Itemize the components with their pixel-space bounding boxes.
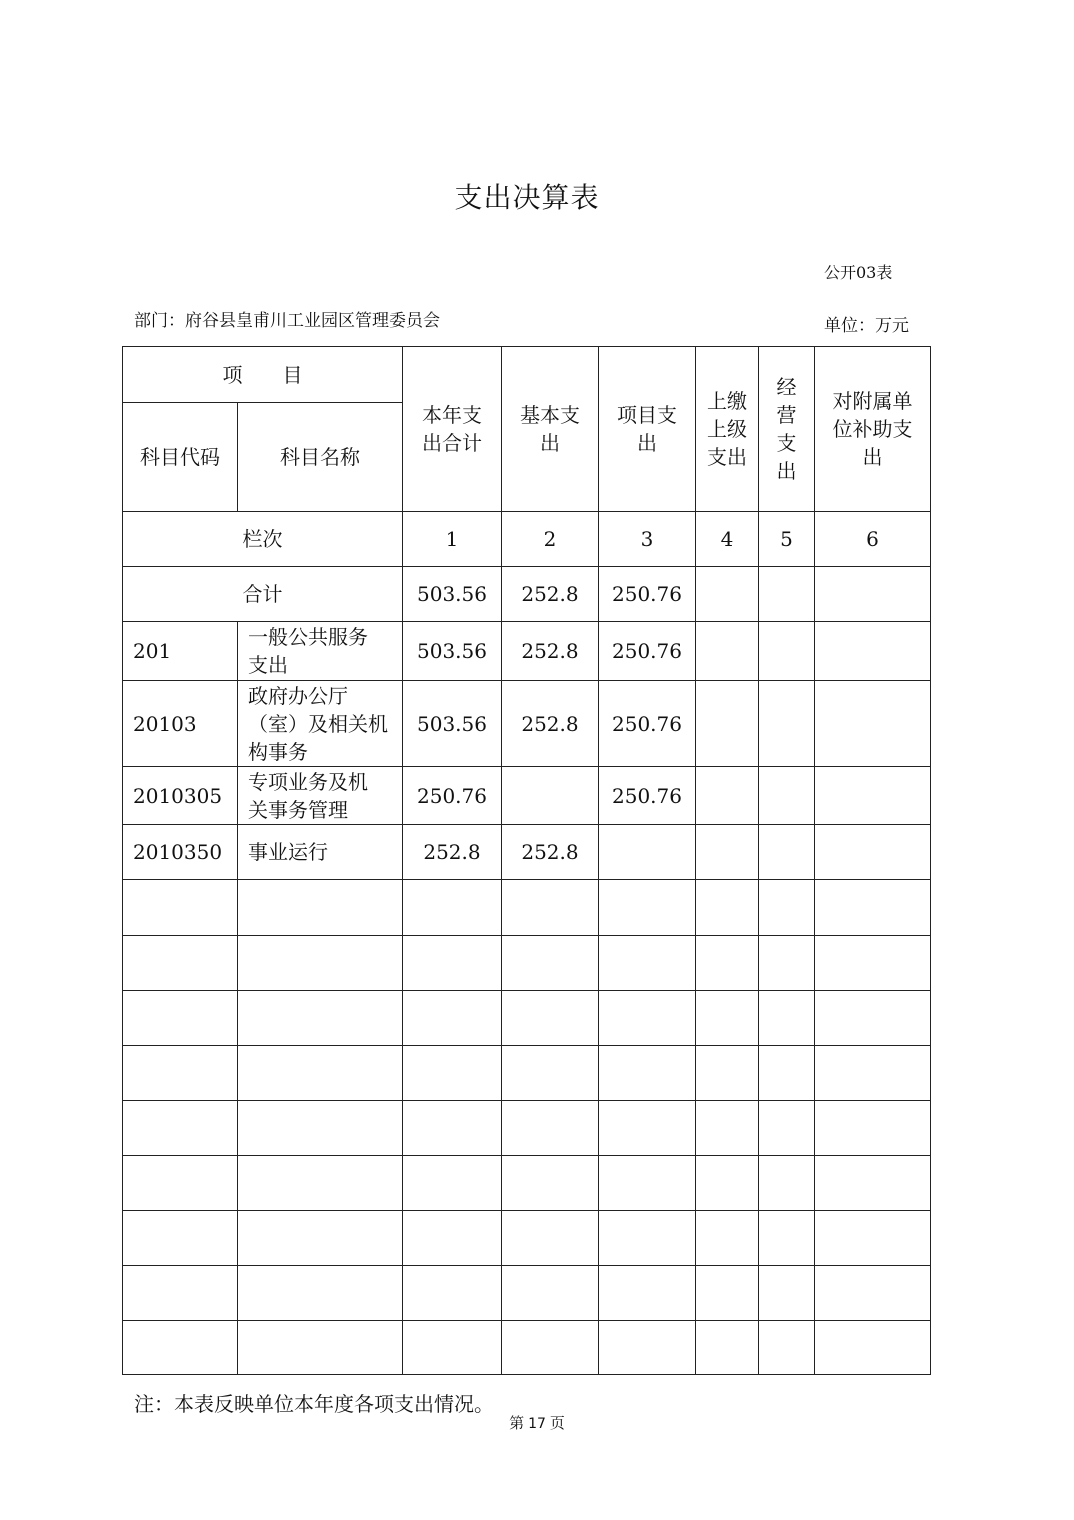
amount-cell xyxy=(696,767,759,825)
subject-name xyxy=(238,1266,403,1321)
amount-cell xyxy=(502,991,599,1046)
amount-cell xyxy=(403,1321,502,1375)
subject-name xyxy=(238,1101,403,1156)
amount-cell xyxy=(759,991,815,1046)
amount-cell xyxy=(696,1266,759,1321)
amount-cell xyxy=(815,767,931,825)
amount-cell xyxy=(403,1046,502,1101)
amount-cell: 250.76 xyxy=(403,767,502,825)
subject-code: 201 xyxy=(123,622,238,681)
subject-code xyxy=(123,1046,238,1101)
amount-cell xyxy=(696,825,759,880)
amount-cell xyxy=(502,936,599,991)
subject-name xyxy=(238,991,403,1046)
amount-cell xyxy=(599,825,696,880)
amount-cell xyxy=(599,936,696,991)
amount-cell xyxy=(759,936,815,991)
amount-cell: 503.56 xyxy=(403,681,502,767)
amount-cell xyxy=(696,1321,759,1375)
subject-code xyxy=(123,1321,238,1375)
header-project: 项目支 出 xyxy=(599,347,696,512)
header-item: 项 目 xyxy=(123,347,403,403)
subject-name xyxy=(238,1211,403,1266)
table-row xyxy=(123,991,931,1046)
header-row-1 xyxy=(123,347,931,403)
total-value xyxy=(815,567,931,622)
table-row xyxy=(123,1156,931,1211)
department-label: 部门：府谷县皇甫川工业园区管理委员会 xyxy=(134,311,440,331)
page-title: 支出决算表 xyxy=(454,181,600,214)
table-row xyxy=(123,880,931,936)
total-value: 250.76 xyxy=(599,567,696,622)
amount-cell: 252.8 xyxy=(502,681,599,767)
total-label: 合计 xyxy=(123,567,403,622)
amount-cell xyxy=(696,622,759,681)
amount-cell xyxy=(696,1101,759,1156)
subject-name: 政府办公厅 （室）及相关机 构事务 xyxy=(238,681,403,767)
table-row xyxy=(123,1266,931,1321)
subject-code xyxy=(123,1101,238,1156)
amount-cell xyxy=(696,681,759,767)
amount-cell: 250.76 xyxy=(599,681,696,767)
column-number: 6 xyxy=(815,512,931,567)
amount-cell xyxy=(403,936,502,991)
column-number: 1 xyxy=(403,512,502,567)
amount-cell xyxy=(696,1046,759,1101)
total-value: 503.56 xyxy=(403,567,502,622)
total-value xyxy=(759,567,815,622)
header-name: 科目名称 xyxy=(238,403,403,512)
total-row xyxy=(123,567,931,622)
amount-cell xyxy=(599,991,696,1046)
amount-cell xyxy=(599,880,696,936)
amount-cell xyxy=(815,681,931,767)
amount-cell xyxy=(759,622,815,681)
subject-code xyxy=(123,991,238,1046)
header-code: 科目代码 xyxy=(123,403,238,512)
amount-cell xyxy=(759,1101,815,1156)
amount-cell xyxy=(599,1101,696,1156)
expenditure-table xyxy=(122,346,931,1375)
subject-name: 专项业务及机 关事务管理 xyxy=(238,767,403,825)
subject-name xyxy=(238,880,403,936)
table-row xyxy=(123,825,931,880)
column-label: 栏次 xyxy=(123,512,403,567)
header-subsidy: 对附属单 位补助支 出 xyxy=(815,347,931,512)
column-number: 5 xyxy=(759,512,815,567)
header-basic: 基本支 出 xyxy=(502,347,599,512)
amount-cell xyxy=(696,1156,759,1211)
amount-cell xyxy=(502,767,599,825)
column-number: 3 xyxy=(599,512,696,567)
table-row xyxy=(123,767,931,825)
header-total: 本年支 出合计 xyxy=(403,347,502,512)
table-row xyxy=(123,681,931,767)
subject-code xyxy=(123,936,238,991)
amount-cell xyxy=(403,880,502,936)
amount-cell xyxy=(815,1101,931,1156)
amount-cell xyxy=(759,681,815,767)
amount-cell xyxy=(502,1321,599,1375)
subject-code xyxy=(123,1156,238,1211)
amount-cell xyxy=(599,1156,696,1211)
amount-cell xyxy=(815,936,931,991)
column-number: 4 xyxy=(696,512,759,567)
subject-name xyxy=(238,1156,403,1211)
total-value xyxy=(696,567,759,622)
amount-cell xyxy=(696,991,759,1046)
amount-cell: 250.76 xyxy=(599,767,696,825)
column-number: 2 xyxy=(502,512,599,567)
amount-cell xyxy=(759,767,815,825)
amount-cell: 252.8 xyxy=(403,825,502,880)
amount-cell xyxy=(759,1046,815,1101)
table-row xyxy=(123,936,931,991)
amount-cell xyxy=(815,622,931,681)
table-row xyxy=(123,622,931,681)
amount-cell xyxy=(815,1156,931,1211)
column-number-row xyxy=(123,512,931,567)
amount-cell xyxy=(759,880,815,936)
footnote: 注：本表反映单位本年度各项支出情况。 xyxy=(134,1392,494,1416)
amount-cell xyxy=(502,1211,599,1266)
amount-cell xyxy=(759,1156,815,1211)
amount-cell xyxy=(815,880,931,936)
amount-cell xyxy=(696,936,759,991)
amount-cell xyxy=(403,1101,502,1156)
subject-code xyxy=(123,1211,238,1266)
amount-cell xyxy=(403,1211,502,1266)
amount-cell xyxy=(403,1156,502,1211)
amount-cell xyxy=(696,1211,759,1266)
subject-code: 2010350 xyxy=(123,825,238,880)
table-row xyxy=(123,1046,931,1101)
amount-cell xyxy=(759,1211,815,1266)
form-number: 公开03表 xyxy=(824,263,893,282)
amount-cell xyxy=(815,1046,931,1101)
subject-name: 事业运行 xyxy=(238,825,403,880)
amount-cell xyxy=(696,880,759,936)
subject-name xyxy=(238,1046,403,1101)
subject-name: 一般公共服务 支出 xyxy=(238,622,403,681)
amount-cell xyxy=(815,991,931,1046)
header-upper: 上缴 上级 支出 xyxy=(696,347,759,512)
page-prefix: 第 xyxy=(509,1414,525,1432)
amount-cell xyxy=(599,1266,696,1321)
subject-code xyxy=(123,1266,238,1321)
amount-cell: 252.8 xyxy=(502,825,599,880)
page-suffix: 页 xyxy=(549,1414,565,1432)
amount-cell xyxy=(759,825,815,880)
amount-cell xyxy=(599,1046,696,1101)
total-value: 252.8 xyxy=(502,567,599,622)
table-row xyxy=(123,1321,931,1375)
amount-cell xyxy=(759,1266,815,1321)
subject-name xyxy=(238,936,403,991)
amount-cell xyxy=(502,1046,599,1101)
amount-cell xyxy=(502,880,599,936)
amount-cell xyxy=(815,1211,931,1266)
amount-cell xyxy=(502,1101,599,1156)
amount-cell xyxy=(759,1321,815,1375)
amount-cell xyxy=(403,1266,502,1321)
subject-code xyxy=(123,880,238,936)
amount-cell xyxy=(599,1211,696,1266)
amount-cell: 503.56 xyxy=(403,622,502,681)
amount-cell: 250.76 xyxy=(599,622,696,681)
amount-cell xyxy=(815,1321,931,1375)
amount-cell xyxy=(599,1321,696,1375)
amount-cell xyxy=(815,825,931,880)
page-number-value: 17 xyxy=(528,1416,546,1432)
amount-cell xyxy=(502,1266,599,1321)
table-row xyxy=(123,1101,931,1156)
header-business: 经 营 支 出 xyxy=(759,347,815,512)
table-row xyxy=(123,1211,931,1266)
unit-label: 单位：万元 xyxy=(824,316,909,336)
page-number xyxy=(0,1412,1074,1433)
amount-cell xyxy=(815,1266,931,1321)
amount-cell xyxy=(403,991,502,1046)
subject-code: 20103 xyxy=(123,681,238,767)
amount-cell: 252.8 xyxy=(502,622,599,681)
amount-cell xyxy=(502,1156,599,1211)
subject-name xyxy=(238,1321,403,1375)
subject-code: 2010305 xyxy=(123,767,238,825)
